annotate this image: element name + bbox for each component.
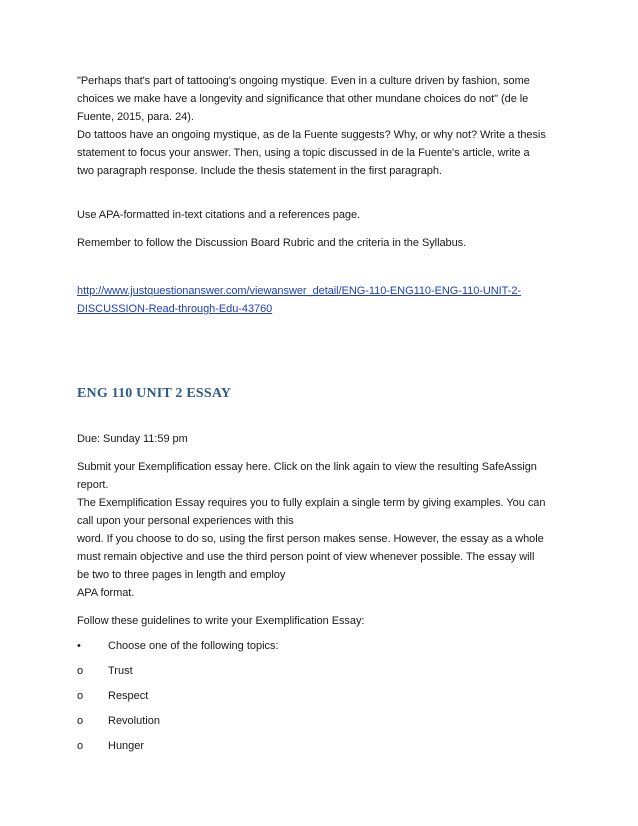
reference-link-line2: DISCUSSION-Read-through-Edu-43760	[77, 303, 273, 315]
guidelines-intro: Follow these guidelines to write your Exemplification Essay:	[77, 615, 365, 627]
rubric-note: Remember to follow the Discussion Board Rubric and the criteria in the Syllabus.	[77, 237, 467, 249]
apa-note: Use APA-formatted in-text citations and a references page.	[77, 209, 361, 221]
apa-format-line: APA format.	[77, 587, 135, 599]
topic-item	[77, 737, 144, 755]
essay-heading: ENG 110 UNIT 2 ESSAY	[77, 386, 232, 401]
topic-label: Trust	[108, 665, 133, 677]
bullet-marker: •	[77, 640, 81, 652]
due-date: Due: Sunday 11:59 pm	[77, 433, 188, 445]
topic-marker: o	[77, 665, 84, 677]
quote-paragraph: "Perhaps that's part of tattooing's ongoing mystique. Even in a culture driven by fashion, some choices we make have a longevity and significance that other mundane choices do not" (de le Fuente, 2015, para. 24).	[77, 75, 530, 123]
essay-requirement: The Exemplification Essay requires you to fully explain a single term by giving examples. You can call upon your personal experiences with this	[77, 497, 546, 527]
bullet-item	[77, 637, 279, 655]
question-paragraph: Do tattoos have an ongoing mystique, as de la Fuente suggests? Why, or why not? Write a thesis statement to focus your answer. Then, using a topic discussed in de la Fuente's article, write a two paragraph response. Include the thesis statement in the first paragraph.	[77, 129, 546, 177]
topic-label: Hunger	[108, 740, 145, 752]
submit-instructions: Submit your Exemplification essay here. Click on the link again to view the resulting SafeAssign report.	[77, 461, 537, 491]
reference-link-line1: http://www.justquestionanswer.com/viewanswer_detail/ENG-110-ENG110-ENG-110-UNIT-2-	[77, 285, 522, 297]
topic-marker: o	[77, 740, 84, 752]
topic-item	[77, 712, 160, 730]
topic-marker: o	[77, 690, 84, 702]
essay-requirement-continued: word. If you choose to do so, using the first person makes sense. However, the essay as a whole must remain objective and use the third person point of view whenever possible. The essay will be two to three pages in length and employ	[77, 533, 544, 581]
topic-marker: o	[77, 715, 84, 727]
topic-label: Revolution	[108, 715, 160, 727]
topic-item	[77, 662, 133, 680]
reference-link[interactable]	[77, 282, 547, 318]
topic-label: Respect	[108, 690, 149, 702]
topic-item	[77, 687, 148, 705]
bullet-text: Choose one of the following topics:	[108, 640, 279, 652]
